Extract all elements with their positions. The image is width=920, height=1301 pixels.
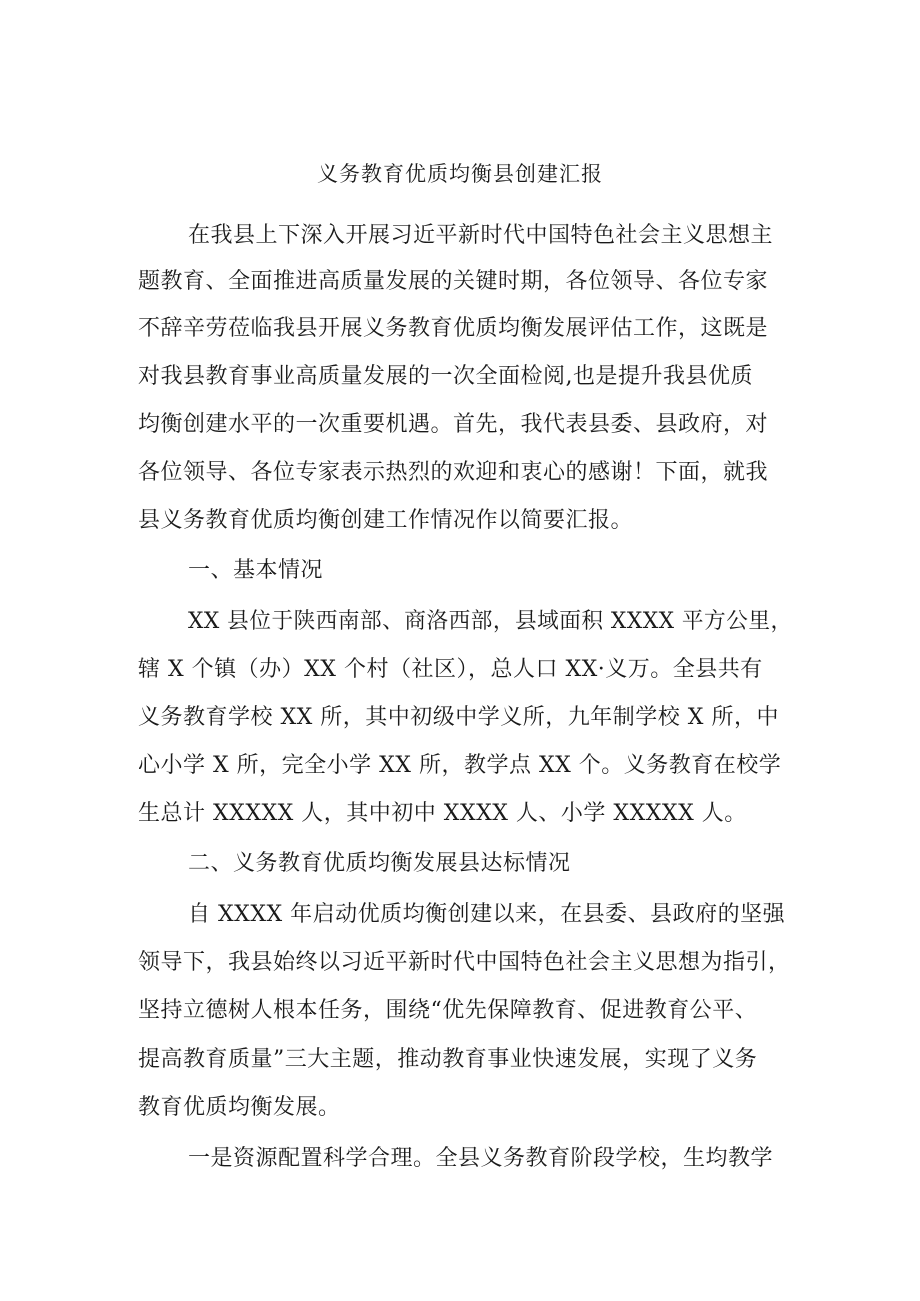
paragraph-line: 均衡创建水平的一次重要机遇。首先，我代表县委、县政府，对 <box>138 412 769 437</box>
paragraph-line: 教育优质均衡发展。 <box>138 1095 341 1120</box>
paragraph-line: 各位领导、各位专家表示热烈的欢迎和衷心的感谢！下面，就我 <box>138 460 769 485</box>
paragraph-line: 县义务教育优质均衡创建工作情况作以简要汇报。 <box>138 508 634 533</box>
paragraph-line: 自 XXXX 年启动优质均衡创建以来，在县委、县政府的坚强 <box>188 902 786 927</box>
paragraph-line: 不辞辛劳莅临我县开展义务教育优质均衡发展评估工作，这既是 <box>138 316 769 341</box>
document-title: 义务教育优质均衡县创建汇报 <box>317 162 603 186</box>
paragraph-line: 在我县上下深入开展习近平新时代中国特色社会主义思想主 <box>188 223 774 248</box>
paragraph-line: 题教育、全面推进高质量发展的关键时期，各位领导、各位专家 <box>138 269 769 294</box>
paragraph-line: 义务教育学校 XX 所，其中初级中学义所，九年制学校 X 所，中 <box>138 705 779 730</box>
paragraph-line: 对我县教育事业高质量发展的一次全面检阅,也是提升我县优质 <box>138 364 753 389</box>
paragraph-line: XX 县位于陕西南部、商洛西部，县域面积 XXXX 平方公里， <box>188 609 793 634</box>
section-heading: 一、基本情况 <box>188 558 324 583</box>
paragraph-line: 提高教育质量”三大主题，推动教育事业快速发展，实现了义务 <box>138 1047 758 1072</box>
section-heading: 二、义务教育优质均衡发展县达标情况 <box>188 851 571 876</box>
paragraph-line: 领导下，我县始终以习近平新时代中国特色社会主义思想为指引， <box>138 950 791 975</box>
paragraph-line: 一是资源配置科学合理。全县义务教育阶段学校，生均教学 <box>188 1146 774 1171</box>
paragraph-line: 生总计 XXXXX 人，其中初中 XXXX 人、小学 XXXXX 人。 <box>138 801 747 826</box>
paragraph-line: 心小学 X 所，完全小学 XX 所，教学点 XX 个。义务教育在校学 <box>138 753 782 778</box>
paragraph-line: 辖 X 个镇（办）XX 个村（社区），总人口 XX·义万。全县共有 <box>138 657 763 682</box>
paragraph-line: 坚持立德树人根本任务，围绕“优先保障教育、促进教育公平、 <box>138 998 758 1023</box>
